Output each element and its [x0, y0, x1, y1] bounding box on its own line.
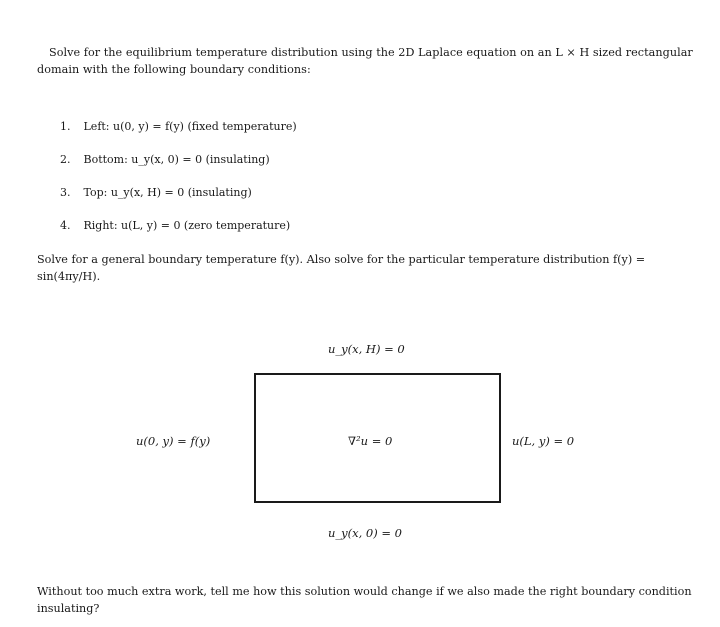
laplace-equation-label: ∇²u = 0 [348, 434, 393, 448]
right-boundary-label: u(L, y) = 0 [512, 434, 575, 448]
condition-text: Left: u(0, y) = f(y) (fixed temperature) [83, 120, 297, 133]
condition-number: 1. [60, 120, 71, 133]
condition-item [60, 184, 297, 217]
top-boundary-label: u_y(x, H) = 0 [328, 342, 405, 356]
condition-text: Top: u_y(x, H) = 0 (insulating) [83, 186, 252, 199]
bottom-boundary-label: u_y(x, 0) = 0 [328, 526, 403, 540]
boundary-conditions-list [60, 118, 297, 250]
follow-up-question: Without too much extra work, tell me how this solution would change if we also made the right boundary condition insulating? [37, 585, 692, 615]
condition-text: Bottom: u_y(x, 0) = 0 (insulating) [83, 153, 270, 166]
condition-item [60, 217, 297, 250]
condition-number: 3. [60, 186, 71, 199]
intro-paragraph: Solve for the equilibrium temperature distribution using the 2D Laplace equation on an L × H sized rectangular domain with the following boundary conditions: [37, 46, 693, 76]
condition-text: Right: u(L, y) = 0 (zero temperature) [83, 219, 291, 232]
left-boundary-label: u(0, y) = f(y) [136, 434, 211, 448]
general-solution-paragraph: Solve for a general boundary temperature f(y). Also solve for the particular temperature distribution f(y) = sin(4πy/H). [37, 253, 646, 283]
condition-item [60, 151, 297, 184]
domain-diagram [120, 330, 620, 550]
condition-item [60, 118, 297, 151]
condition-number: 4. [60, 219, 71, 232]
condition-number: 2. [60, 153, 71, 166]
